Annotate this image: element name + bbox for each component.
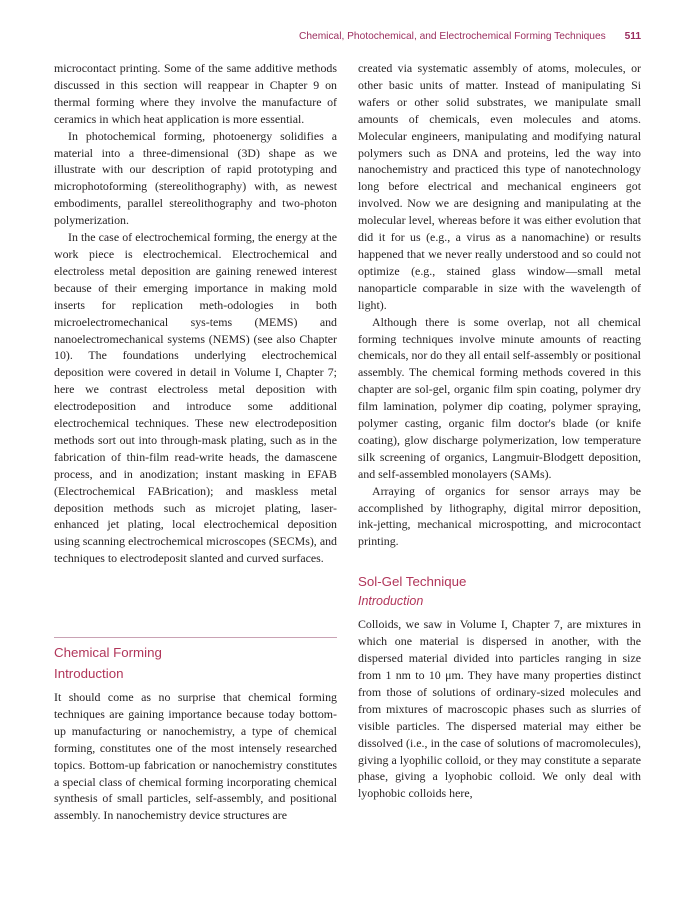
left-paragraph-1: microcontact printing. Some of the same additive methods discussed in this section will reappear in Chapter 9 on thermal forming where they involve the manufacture of ceramics in which heat application is more essential. [54,61,337,126]
right-paragraph-1: created via systematic assembly of atoms, molecules, or other basic units of matter. Instead of manipulating Si wafers or other solid substrates, we manipulate small amounts of chemicals, even molecules and atoms. Molecular engineers, manipulating and modifying natural polymers such as DNA and proteins, led the way into nanochemistry and practiced this type of nanotechnology long before electrical and mechanical engineers got involved. Now we are designing and manipulating at the molecular level, whereas before it was either evolution that did it for us (e.g., a virus as a nanomachine) or results happened that we never really understood and so could not optimize (e.g., stained glass window—small metal nanoparticle comparable in size with the wavelength of light). [358,61,641,312]
running-title: Chemical, Photochemical, and Electrochemical Forming Techniques [299,31,606,42]
right-paragraph-3: Arraying of organics for sensor arrays may be accomplished by lithography, digital mirror deposition, ink-jetting, mechanical microspotting, and microcontact printing. [358,483,641,549]
left-paragraph-3: In the case of electrochemical forming, the energy at the work piece is electrochemical. Electrochemical and electroless metal deposition are gaining renewed interest because of their emerging importance in making mold inserts for replication meth-odologies in both microelectromechanical sys-tems (MEMS) and nanoelectromechanical systems (NEMS) (see also Chapter 10). The foundations underlying electrochemical deposition were covered in detail in Volume I, Chapter 7; here we contrast electroless metal deposition with electrodeposition and introduce some additional electrochemical techniques. These new electrodeposition methods sort out into through-mask plating, such as in the fabrication of thin-film read-write heads, the damascene process, and in anodization; instant masking in EFAB (Electrochemical FABrication); and maskless metal deposition methods such as microjet plating, laser-enhanced jet plating, local electrochemical deposition using scanning electrochemical microscopes (SECMs), and techniques to electrodeposit slanted and curved surfaces. [54,230,337,566]
section-divider [54,637,337,638]
left-paragraph-2: In photochemical forming, photoenergy solidifies a material into a three-dimensional (3D) shape as we illustrate with our description of rapid prototyping and microphotoforming (stereolithography) with, as newest embodiments, parallel stereolithography and two-photon polymerization. [54,128,337,228]
right-column [358,60,641,802]
left-paragraph-4: It should come as no surprise that chemical forming techniques are gaining importance because today bottom-up manufacturing or nanochemistry, a type of chemical forming, constitutes one of the most intensely researched topics. Bottom-up fabrication or nanochemistry constitutes a special class of chemical forming incorporating chemical synthesis of small particles, self-assembly, and positional assembly. In nanochemistry device structures are [54,690,337,823]
chemical-forming-section [54,644,337,824]
page-number: 511 [624,31,641,42]
section-heading-chemical-forming: Chemical Forming [54,645,162,660]
right-paragraph-4: Colloids, we saw in Volume I, Chapter 7, are mixtures in which one material is dispersed in another, with the dispersed material divided into particles ranging in size from 1 nm to 10 μm. They have many properties distinct from those of solutions of ordinary-sized molecules and from mixtures of macroscopic phases such as slurries of visible particles. The dispersed material may either be dissolved (i.e., in the case of solutions of macromolecules), giving a lyophilic colloid, or they may constitute a separate phase, giving a lyophobic colloid. We only deal with lyophobic colloids here, [358,617,641,801]
subheading-introduction-right: Introduction [358,594,424,609]
running-head [299,31,641,42]
section-heading-sol-gel: Sol-Gel Technique [358,574,467,590]
right-paragraph-2: Although there is some overlap, not all chemical forming techniques involve minute amounts of reacting chemicals, nor do they all entail self-assembly or positional assembly. The chemical forming methods covered in this chapter are sol-gel, organic film spin coating, polymer dry film lamination, polymer dip coating, polymer spraying, polymer casting, organic film doctor's blade (or knife coating), glow discharge polymerization, low temperature silk screening of organics, Langmuir-Blodgett deposition, and self-assembled monolayers (SAMs). [358,314,641,481]
subheading-introduction-left: Introduction [54,666,124,681]
left-column [54,60,337,567]
